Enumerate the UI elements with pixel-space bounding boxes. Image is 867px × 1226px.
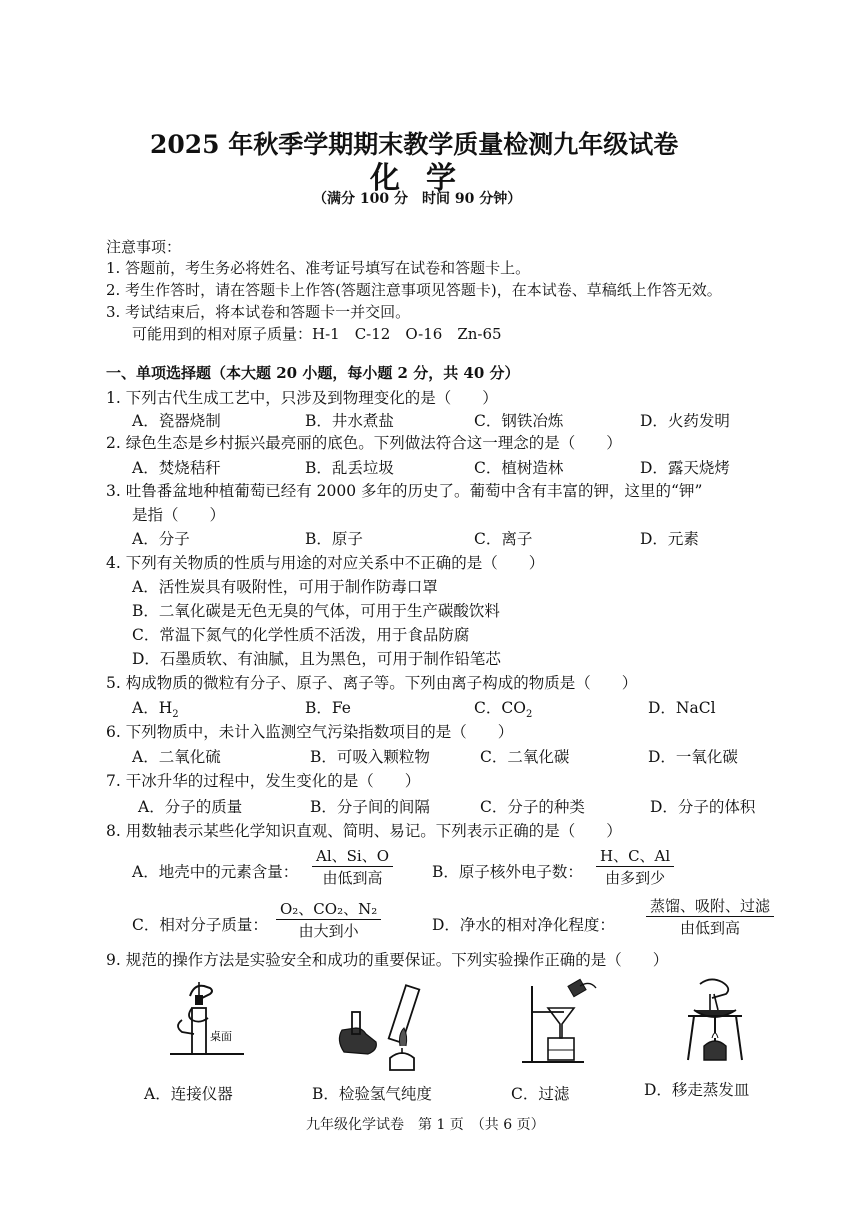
q2-option-a: A．焚烧秸秆 (132, 459, 221, 477)
q8-option-b-axis (596, 846, 674, 889)
q9-option-a: A．连接仪器 (144, 1085, 233, 1103)
q8-b-axis-top: H、C、Al (596, 846, 674, 867)
q1-option-c: C．钢铁冶炼 (474, 412, 564, 430)
q8-option-b-label: B．原子核外电子数： (432, 863, 583, 881)
q8-option-d-label: D．净水的相对净化程度： (432, 916, 615, 934)
q7-option-a: A．分子的质量 (138, 798, 243, 816)
q7-stem: 7. 干冰升华的过程中，发生变化的是（ ） (106, 772, 421, 790)
q8-c-axis-top: O₂、CO₂、N₂ (276, 899, 381, 920)
q4-option-b: B．二氧化碳是无色无臭的气体，可用于生产碳酸饮料 (132, 602, 500, 620)
q3-option-a: A．分子 (132, 530, 190, 548)
q8-option-c-axis (276, 899, 381, 942)
q3-option-c: C．离子 (474, 530, 533, 548)
q9-stem: 9. 规范的操作方法是实验安全和成功的重要保证。下列实验操作正确的是（ ） (106, 951, 669, 969)
q8-d-axis-top: 蒸馏、吸附、过滤 (646, 896, 774, 917)
notes-heading: 注意事项： (106, 238, 182, 256)
q8-option-a-label: A．地壳中的元素含量： (132, 863, 299, 881)
q5-option-d: D．NaCl (648, 699, 716, 717)
q8-a-axis-bottom: 由低到高 (322, 869, 383, 887)
q3-stem: 3. 吐鲁番盆地种植葡萄已经有 2000 多年的历史了。葡萄中含有丰富的钾，这里的“钾” (106, 482, 703, 500)
fig-a-table-label: 桌面 (210, 1031, 232, 1043)
note-item-3: 3. 考试结束后，将本试卷和答题卡一并交回。 (106, 303, 411, 321)
q6-option-d: D．一氧化碳 (648, 748, 738, 766)
q7-option-c: C．分子的种类 (480, 798, 585, 816)
note-item-1: 1. 答题前，考生务必将姓名、准考证号填写在试卷和答题卡上。 (106, 259, 531, 277)
q6-option-a: A．二氧化硫 (132, 748, 221, 766)
q2-option-d: D．露天烧烤 (640, 459, 730, 477)
q4-stem: 4. 下列有关物质的性质与用途的对应关系中不正确的是（ ） (106, 554, 545, 572)
q8-b-axis-bottom: 由多到少 (605, 869, 666, 887)
q5-option-b: B．Fe (305, 699, 351, 717)
q1-option-a: A．瓷器烧制 (132, 412, 221, 430)
q4-option-a: A．活性炭具有吸附性，可用于制作防毒口罩 (132, 578, 438, 596)
page-footer: 九年级化学试卷 第 1 页 （共 6 页） (306, 1117, 545, 1133)
subject-title: 化学 (370, 161, 482, 196)
exam-title: 2025 年秋季学期期末教学质量检测九年级试卷 (150, 130, 679, 159)
q8-d-axis-bottom: 由低到高 (680, 919, 741, 937)
q8-stem: 8. 用数轴表示某些化学知识直观、简明、易记。下列表示正确的是（ ） (106, 822, 622, 840)
q3-stem-cont: 是指（ ） (132, 506, 226, 524)
q8-option-c-label: C．相对分子质量： (132, 916, 268, 934)
q8-a-axis-top: Al、Si、O (312, 846, 393, 867)
q8-option-a-axis (312, 846, 393, 889)
q2-option-c: C．植树造林 (474, 459, 564, 477)
filtration-figure (518, 978, 600, 1068)
hydrogen-test-figure (332, 982, 432, 1074)
q9-option-d: D．移走蒸发皿 (644, 1081, 750, 1099)
q3-option-b: B．原子 (305, 530, 363, 548)
q8-c-axis-bottom: 由大到小 (298, 922, 359, 940)
q1-stem: 1. 下列古代生成工艺中，只涉及到物理变化的是（ ） (106, 389, 498, 407)
q3-option-d: D．元素 (640, 530, 699, 548)
q6-option-c: C．二氧化碳 (480, 748, 570, 766)
q5-option-c: C．$CO_2$ (474, 699, 533, 721)
q2-option-b: B．乱丢垃圾 (305, 459, 394, 477)
section-heading: 一、单项选择题（本大题 20 小题，每小题 2 分，共 40 分） (106, 364, 520, 382)
q1-option-b: B．井水煮盐 (305, 412, 394, 430)
atomic-mass: 可能用到的相对原子质量：H-1 C-12 O-16 Zn-65 (132, 325, 502, 343)
q9-option-b: B．检验氢气纯度 (312, 1085, 432, 1103)
q4-option-d: D．石墨质软、有油腻，且为黑色，可用于制作铅笔芯 (132, 650, 501, 668)
q7-option-b: B．分子间的间隔 (310, 798, 430, 816)
q9-option-c: C．过滤 (511, 1085, 570, 1103)
q7-option-d: D．分子的体积 (650, 798, 756, 816)
score-time: （满分 100 分 时间 90 分钟） (313, 191, 522, 207)
q1-option-d: D．火药发明 (640, 412, 730, 430)
note-item-2: 2. 考生作答时，请在答题卡上作答(答题注意事项见答题卡)，在本试卷、草稿纸上作答无效。 (106, 281, 722, 299)
connect-instrument-figure (168, 978, 248, 1070)
q4-option-c: C．常温下氮气的化学性质不活泼，用于食品防腐 (132, 626, 470, 644)
q5-option-a: A．$H_2$ (132, 699, 179, 721)
evaporating-dish-figure (680, 976, 750, 1066)
q2-stem: 2. 绿色生态是乡村振兴最亮丽的底色。下列做法符合这一理念的是（ ） (106, 434, 622, 452)
q8-option-d-axis (646, 896, 774, 939)
q6-option-b: B．可吸入颗粒物 (310, 748, 430, 766)
q5-stem: 5. 构成物质的微粒有分子、原子、离子等。下列由离子构成的物质是（ ） (106, 674, 638, 692)
q6-stem: 6. 下列物质中，未计入监测空气污染指数项目的是（ ） (106, 723, 514, 741)
